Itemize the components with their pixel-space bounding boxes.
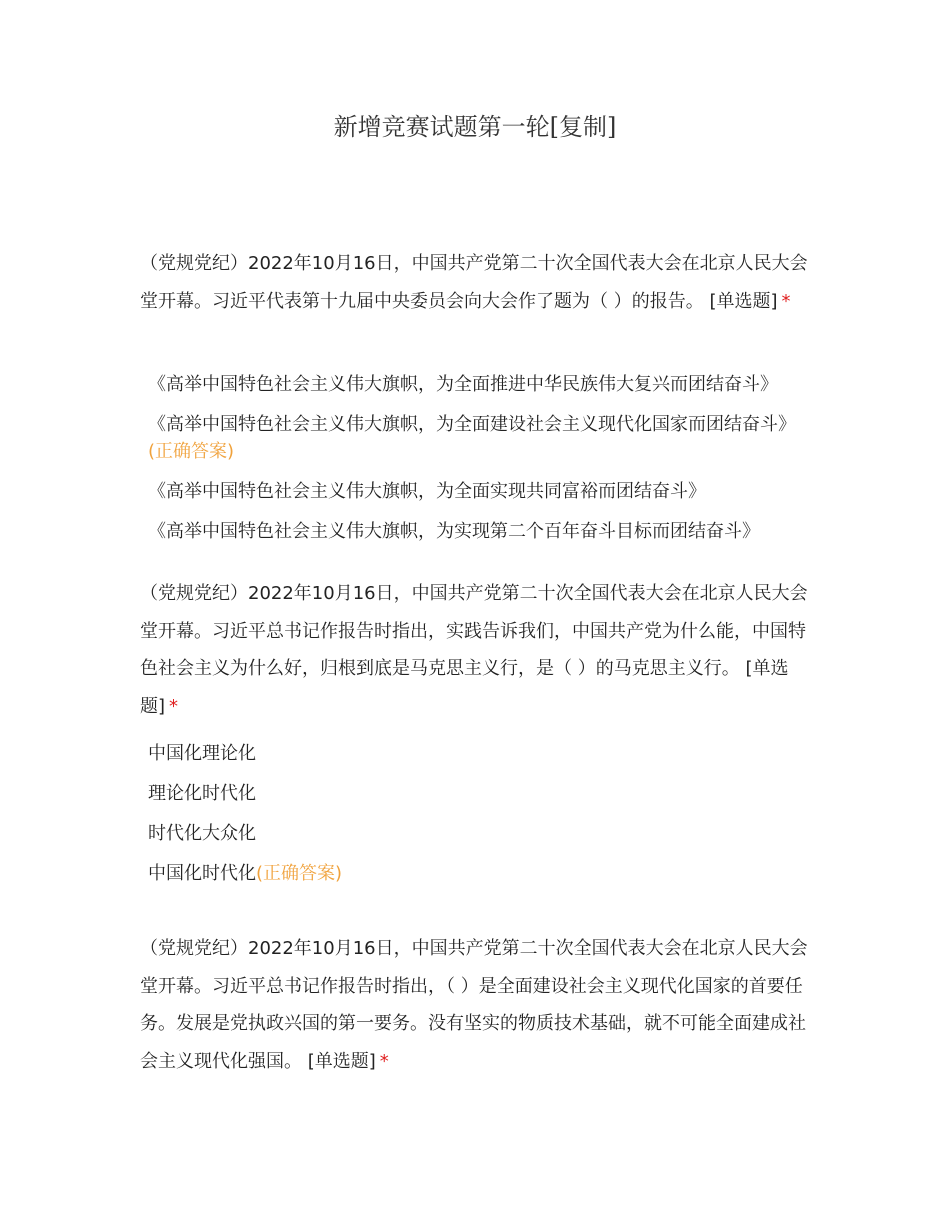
- question-1: [140, 245, 815, 320]
- question-type-label: [单选题]: [307, 1050, 376, 1072]
- required-mark: *: [781, 290, 791, 312]
- correct-answer-label: (正确答案): [256, 863, 343, 884]
- option-text: 理论化时代化: [148, 783, 256, 804]
- question-type-label: [单选题]: [709, 290, 778, 312]
- option-text: 中国化理论化: [148, 743, 256, 764]
- option-1-d[interactable]: [148, 518, 808, 545]
- question-type-label: [单选题]: [140, 658, 789, 717]
- option-text: 《高举中国特色社会主义伟大旗帜，为全面实现共同富裕而团结奋斗》: [148, 481, 706, 502]
- question-text: （党规党纪）2022年10月16日，中国共产党第二十次全国代表大会在北京人民大会堂开幕。习近平总书记作报告时指出，（ ）是全面建设社会主义现代化国家的首要任务。发展是党执政兴国的第一要务。没有坚实的物质技术基础，就不可能全面建成社会主义现代化强国。: [140, 938, 808, 1072]
- question-text: （党规党纪）2022年10月16日，中国共产党第二十次全国代表大会在北京人民大会堂开幕。习近平代表第十九届中央委员会向大会作了题为（ ）的报告。: [140, 253, 808, 312]
- question-2-options: [148, 740, 808, 900]
- option-2-b[interactable]: [148, 780, 808, 807]
- option-text: 《高举中国特色社会主义伟大旗帜，为实现第二个百年奋斗目标而团结奋斗》: [148, 521, 760, 542]
- option-1-c[interactable]: [148, 478, 808, 505]
- option-text: 中国化时代化: [148, 863, 256, 884]
- option-2-c[interactable]: [148, 820, 808, 847]
- option-2-d[interactable]: [148, 860, 808, 887]
- correct-answer-label: (正确答案): [148, 441, 235, 462]
- option-text: 《高举中国特色社会主义伟大旗帜，为全面建设社会主义现代化国家而团结奋斗》: [148, 414, 796, 435]
- option-2-a[interactable]: [148, 740, 808, 767]
- option-1-b[interactable]: [148, 411, 796, 465]
- question-text: （党规党纪）2022年10月16日，中国共产党第二十次全国代表大会在北京人民大会堂开幕。习近平总书记作报告时指出，实践告诉我们，中国共产党为什么能，中国特色社会主义为什么好，归根到底是马克思主义行，是（ ）的马克思主义行。: [140, 583, 808, 679]
- required-mark: *: [169, 695, 179, 717]
- required-mark: *: [379, 1050, 389, 1072]
- question-3: [140, 930, 815, 1080]
- option-1-a[interactable]: [148, 371, 808, 398]
- question-2: [140, 575, 815, 725]
- option-text: 时代化大众化: [148, 823, 256, 844]
- option-text: 《高举中国特色社会主义伟大旗帜，为全面推进中华民族伟大复兴而团结奋斗》: [148, 374, 778, 395]
- question-1-options: [148, 371, 808, 558]
- page-title: 新增竞赛试题第一轮[复制]: [333, 113, 617, 141]
